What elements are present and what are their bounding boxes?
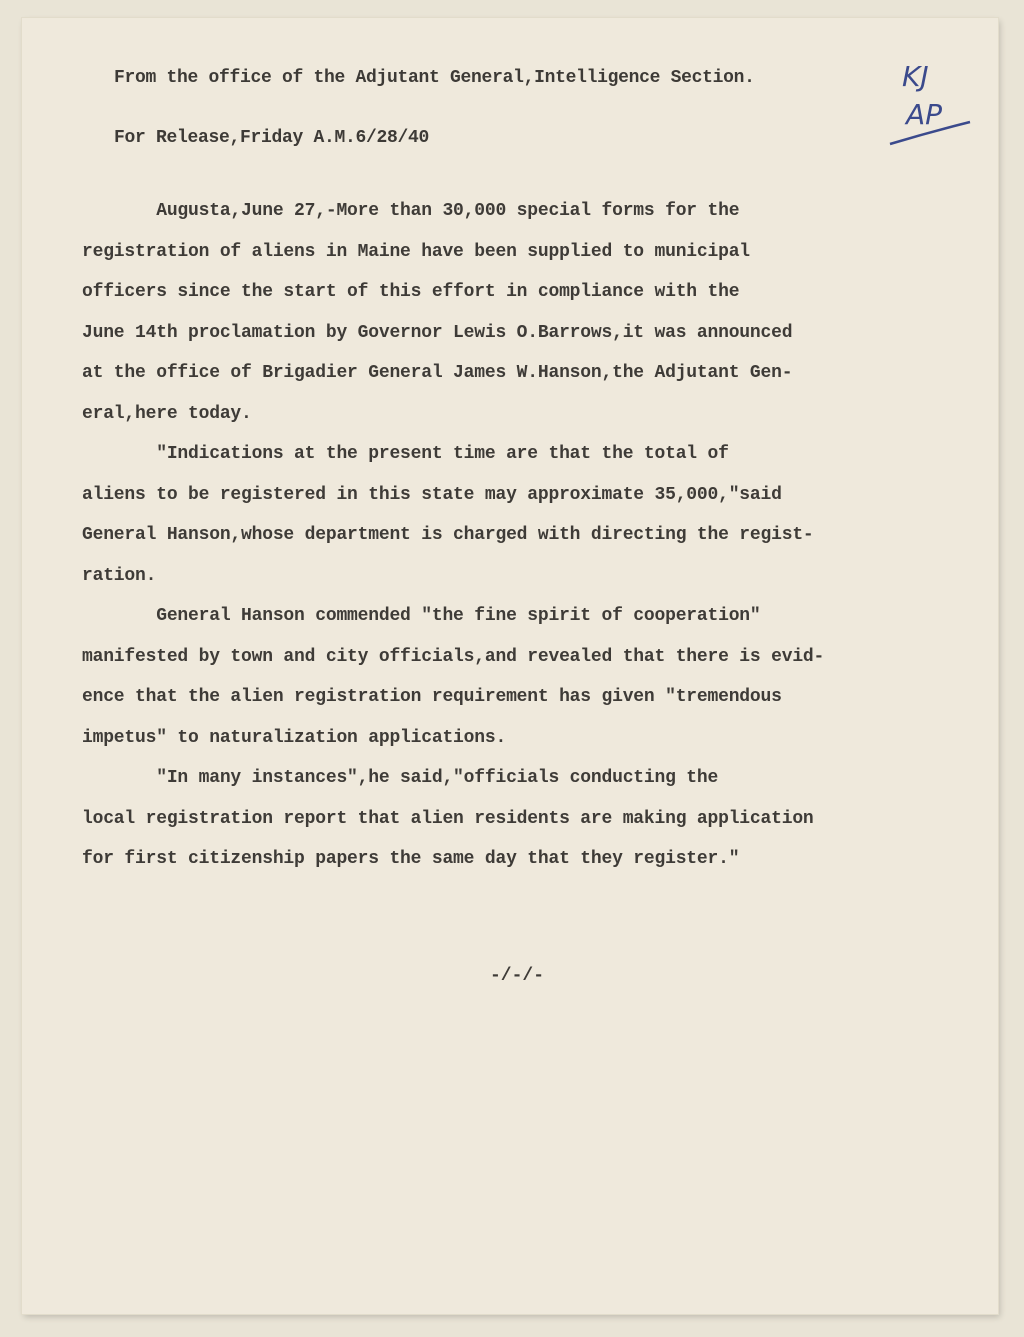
closing-mark: -/-/- (489, 966, 544, 986)
body-line: ence that the alien registration requirement has given "tremendous (82, 687, 782, 707)
body-line: ration. (82, 565, 157, 586)
body-line: General Hanson,whose department is charged with directing the regist- (82, 525, 814, 545)
annotation-line-1: KJ (902, 60, 929, 93)
handwritten-annotation-drawing (880, 44, 980, 154)
body-line: local registration report that alien residents are making application (82, 808, 814, 829)
body-line: General Hanson commended "the fine spirit of cooperation" (82, 606, 761, 626)
header-line-2: For Release,Friday A.M.6/28/40 (114, 128, 430, 148)
body-line: "Indications at the present time are that the total of (82, 444, 729, 464)
body-line: manifested by town and city officials,and revealed that there is evid- (82, 646, 825, 667)
handwritten-annotation (880, 44, 980, 154)
body-line: June 14th proclamation by Governor Lewis O.Barrows,it was announced (82, 322, 793, 343)
annotation-line-2: AP (906, 98, 943, 131)
body-line: at the office of Brigadier General James W.Hanson,the Adjutant Gen- (82, 363, 793, 383)
body-line: aliens to be registered in this state may approximate 35,000,"said (82, 484, 782, 505)
document-header (114, 28, 894, 168)
body-line: registration of aliens in Maine have been supplied to municipal (82, 241, 750, 262)
header-line-1: From the office of the Adjutant General,Intelligence Section. (114, 68, 755, 88)
body-line: "In many instances",he said,"officials conducting the (82, 768, 719, 788)
body-line: impetus" to naturalization applications. (82, 727, 507, 748)
body-line: Augusta,June 27,-More than 30,000 special forms for the (82, 201, 740, 221)
body-line: officers since the start of this effort in compliance with the (82, 282, 740, 302)
press-release-body (82, 191, 952, 880)
body-line: for first citizenship papers the same day that they register." (82, 849, 740, 869)
body-line: eral,here today. (82, 403, 252, 424)
